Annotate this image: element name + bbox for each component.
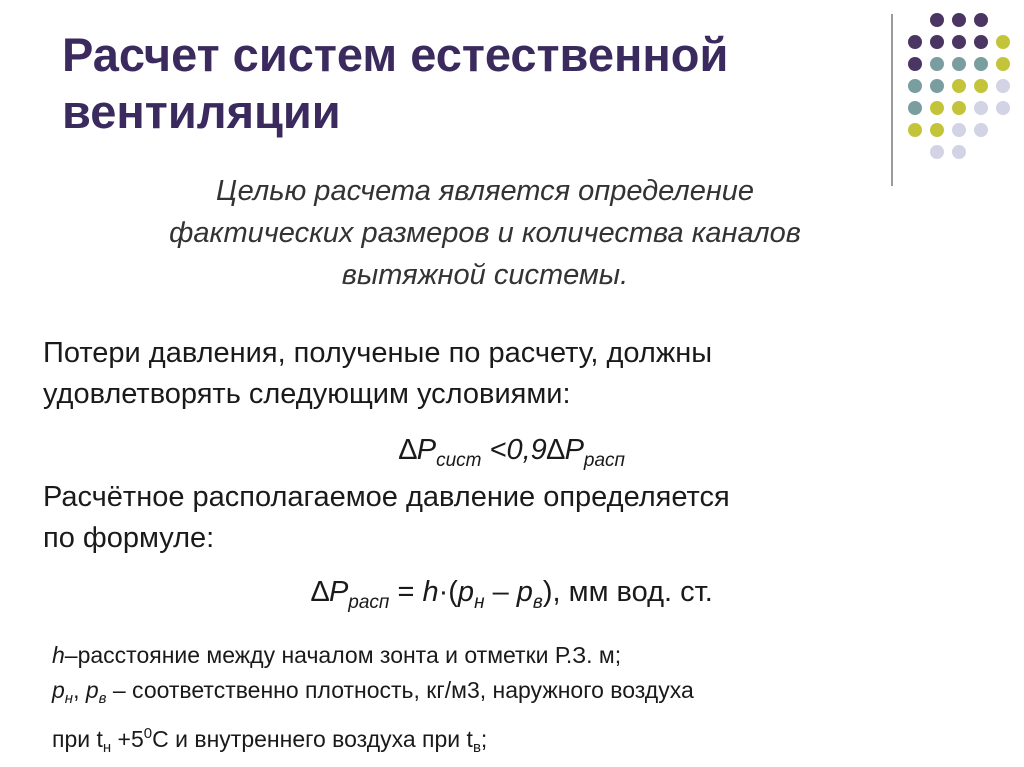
- decorative-dot: [930, 13, 944, 27]
- delta-symbol: ∆: [311, 576, 329, 608]
- legend-text-t-a: при t: [52, 726, 103, 752]
- legend-line-h: [52, 638, 932, 673]
- decorative-dot: [952, 79, 966, 93]
- avail-line-1: Расчётное располагаемое давление определяется: [43, 481, 730, 513]
- legend-sub-v: в: [98, 690, 107, 707]
- legend-var-h: h: [52, 642, 65, 668]
- losses-paragraph: [43, 333, 923, 415]
- decorative-dot: [908, 57, 922, 71]
- decorative-dot: [930, 145, 944, 159]
- subscript-rasp: расп: [348, 592, 390, 613]
- minus-sign: –: [484, 576, 517, 608]
- density-symbol: р: [516, 576, 533, 608]
- legend-sub-tv: в: [472, 739, 481, 756]
- legend-text-t-b: +5: [111, 726, 144, 752]
- decorative-dot: [930, 35, 944, 49]
- slide-title: [62, 26, 882, 140]
- avail-line-2: по формуле:: [43, 522, 215, 554]
- available-pressure-paragraph: [43, 477, 923, 559]
- legend-sub-tn: н: [102, 739, 112, 756]
- decorative-dot: [996, 35, 1010, 49]
- decorative-dot: [908, 35, 922, 49]
- height-symbol: h: [422, 576, 439, 608]
- density-symbol: р: [457, 576, 475, 608]
- decorative-dot: [974, 79, 988, 93]
- decorative-dot: [952, 101, 966, 115]
- pressure-symbol: P: [416, 434, 437, 466]
- comparison-text: <0,9: [481, 434, 547, 466]
- legend-text-t-d: ;: [480, 726, 488, 752]
- legend-var-rho-n: р: [52, 677, 65, 703]
- decorative-dot: [974, 13, 988, 27]
- legend-comma: ,: [73, 677, 86, 703]
- title-line-1: Расчет систем естественной: [62, 28, 729, 81]
- legend-var-rho-v: р: [85, 677, 99, 703]
- decorative-dot: [930, 57, 944, 71]
- goal-line-3: вытяжной системы.: [341, 259, 629, 291]
- subscript-n: н: [474, 592, 485, 613]
- losses-line-1: Потери давления, полученые по расчету, должны: [43, 337, 713, 369]
- decorative-dot: [952, 123, 966, 137]
- decorative-dot: [974, 101, 988, 115]
- legend-text-h: –расстояние между началом зонта и отметки Р.З. м;: [64, 642, 622, 668]
- decorative-dot: [930, 101, 944, 115]
- unit-text: , мм вод. ст.: [552, 576, 713, 608]
- pressure-symbol: P: [564, 434, 584, 466]
- legend-sup-degree: 0: [143, 725, 153, 742]
- decorative-dot: [908, 79, 922, 93]
- decorative-dot: [908, 101, 922, 115]
- legend-text-t-c: С и внутреннего воздуха при t: [152, 726, 473, 752]
- decorative-dot: [974, 35, 988, 49]
- decorative-dot: [974, 57, 988, 71]
- legend-line-density: [52, 673, 932, 716]
- decorative-dot: [974, 123, 988, 137]
- decorative-dot: [996, 79, 1010, 93]
- equals-sign: =: [389, 576, 423, 608]
- decorative-dot: [930, 123, 944, 137]
- decorative-dot: [952, 57, 966, 71]
- goal-line-1: Целью расчета является определение: [215, 175, 755, 207]
- goal-line-2: фактических размеров и количества каналов: [169, 217, 801, 249]
- subscript-sist: сист: [436, 450, 482, 471]
- goal-paragraph: [40, 170, 930, 296]
- decorative-dot: [908, 123, 922, 137]
- variable-legend: [52, 638, 932, 765]
- close-paren: ): [542, 576, 553, 608]
- legend-text-density: – соответственно плотность, кг/м3, наружного воздуха: [106, 677, 694, 703]
- delta-symbol: ∆: [546, 434, 565, 466]
- decorative-dot: [996, 57, 1010, 71]
- delta-symbol: ∆: [399, 434, 417, 466]
- pressure-symbol: P: [328, 576, 349, 608]
- subscript-v: в: [532, 592, 543, 613]
- vertical-divider: [891, 14, 893, 186]
- available-pressure-formula: [0, 572, 1024, 623]
- subscript-rasp: расп: [583, 450, 625, 471]
- losses-line-2: удовлетворять следующим условиями:: [43, 378, 571, 410]
- open-paren: ·(: [438, 576, 458, 608]
- decorative-dot: [996, 101, 1010, 115]
- decorative-dot: [952, 35, 966, 49]
- title-line-2: вентиляции: [62, 85, 341, 138]
- decorative-dot: [952, 145, 966, 159]
- legend-sub-n: н: [64, 690, 74, 707]
- legend-line-temperature: [52, 716, 932, 765]
- decorative-dot: [930, 79, 944, 93]
- pressure-condition-formula: [0, 430, 1024, 481]
- decorative-dot: [952, 13, 966, 27]
